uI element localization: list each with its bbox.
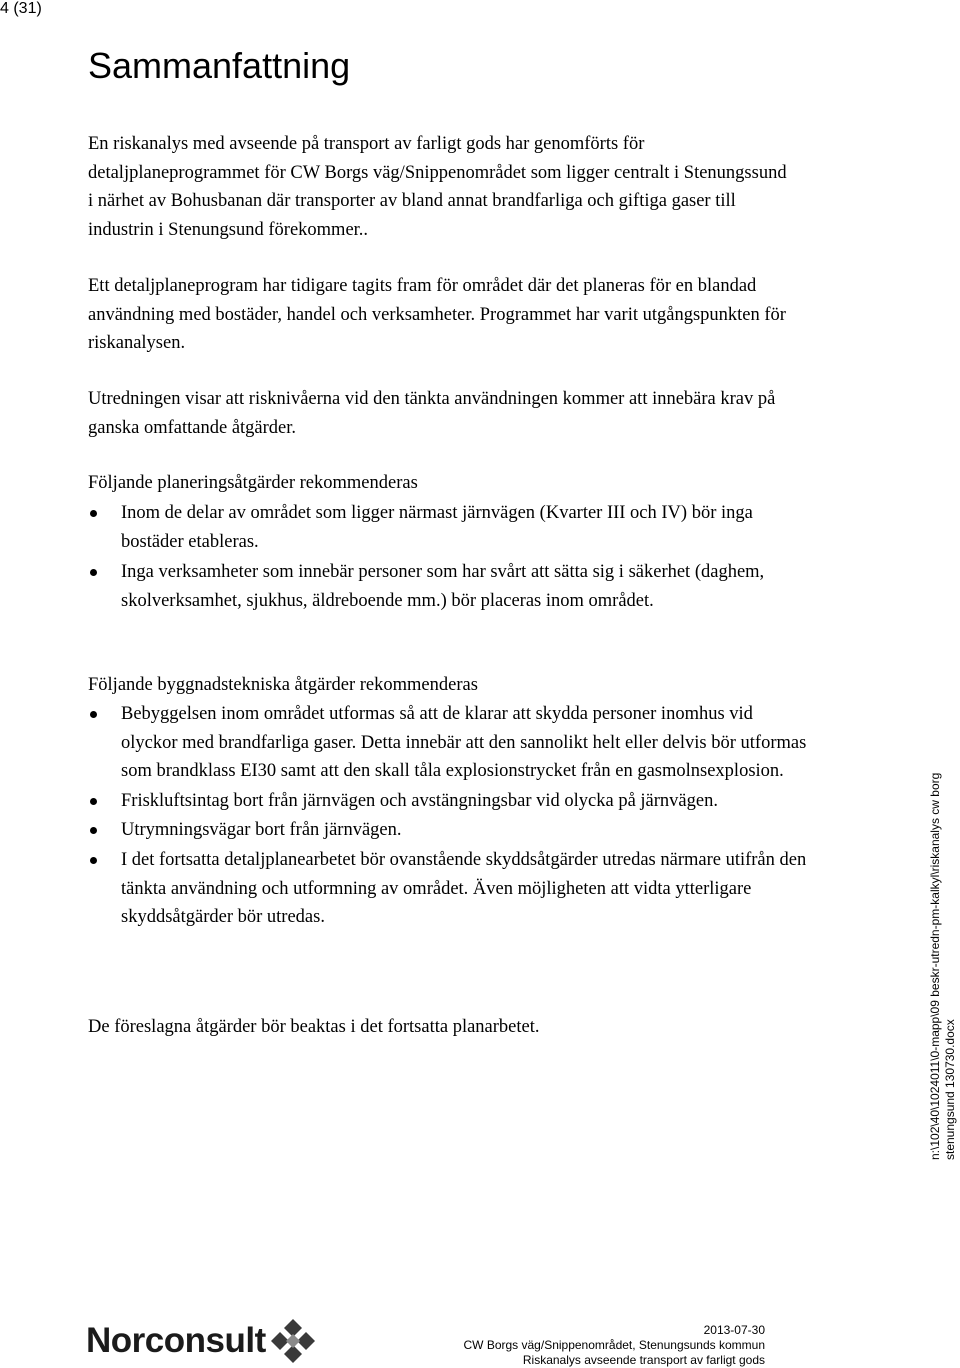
list-item: [88, 499, 808, 556]
bullet-icon: [90, 711, 97, 718]
planning-measures-list: [88, 499, 808, 615]
file-path-line: n:\102\40\1024011\0-mapp\09 beskr-utredn-pm-kalkyl\riskanalys cw borg: [928, 772, 942, 1160]
list-item-text: Inom de delar av området som ligger närmast järnvägen (Kvarter III och IV) bör inga bostäder etableras.: [121, 503, 753, 552]
closing-paragraph: De föreslagna åtgärder bör beaktas i det fortsatta planarbetet.: [88, 1017, 540, 1037]
file-path-line: stenungsund 130730.docx: [943, 1019, 957, 1160]
list-item-text: I det fortsatta detaljplanearbetet bör ovanstående skyddsåtgärder utredas närmare utifrån den tänkta användning och utformning av området. Även möjligheten att vidta ytterligare skyddsåtgärder bör utredas.: [121, 849, 807, 928]
footer-report-title: Riskanalys avseende transport av farligt gods: [522, 1353, 765, 1367]
logo-wordmark: Norconsult: [86, 1321, 266, 1360]
list-item: [88, 816, 808, 845]
bullet-icon: [90, 510, 97, 517]
planning-measures-heading: Följande planeringsåtgärder rekommenderas: [88, 473, 418, 493]
bullet-icon: [90, 798, 97, 805]
page-title: Sammanfattning: [88, 45, 351, 86]
footer-info: [460, 1323, 765, 1368]
page-number: 4 (31): [0, 0, 42, 17]
file-path-margin-note: [928, 773, 958, 1160]
list-item-text: Inga verksamheter som innebär personer som har svårt att sätta sig i säkerhet (daghem, skolverksamhet, sjukhus, äldreboende mm.) bör placeras inom området.: [121, 562, 765, 611]
list-item-text: Bebyggelsen inom området utformas så att de klarar att skydda personer inomhus vid olyckor med brandfarliga gaser. Detta innebär att den sannolikt helt eller delvis bör utformas som brandklass EI30 samt att den skall tåla explosionstrycket från en gasmolnsexplosion.: [121, 704, 807, 782]
list-item: [88, 700, 808, 786]
footer-project: CW Borgs väg/Snippenområdet, Stenungsunds kommun: [463, 1338, 765, 1352]
list-item-text: Friskluftsintag bort från järnvägen och avstängningsbar vid olycka på järnvägen.: [121, 790, 718, 811]
bullet-icon: [90, 827, 97, 834]
footer-date: 2013-07-30: [703, 1323, 765, 1337]
building-measures-list: [88, 700, 808, 932]
conclusion-paragraph: Utredningen visar att risknivåerna vid den tänkta användningen kommer att innebära krav på ganska omfattande åtgärder.: [88, 389, 776, 438]
list-item: [88, 787, 808, 816]
background-paragraph: Ett detaljplaneprogram har tidigare tagits fram för området där det planeras för en blandad användning med bostäder, handel och verksamheter. Programmet har varit utgångspunkten för riskanalysen.: [88, 276, 786, 354]
list-item: [88, 846, 808, 932]
list-item: [88, 558, 808, 615]
norconsult-diamond-icon: [270, 1318, 316, 1364]
building-measures-heading: Följande byggnadstekniska åtgärder rekommenderas: [88, 675, 478, 695]
intro-paragraph: En riskanalys med avseende på transport av farligt gods har genomförts för detaljplaneprogrammet för CW Borgs väg/Snippenområdet som ligger centralt i Stenungssund i närhet av Bohusbanan där transporter av bland annat brandfarliga och giftiga gaser till industrin i Stenungsund förekommer..: [88, 134, 787, 240]
list-item-text: Utrymningsvägar bort från järnvägen.: [121, 820, 402, 841]
bullet-icon: [90, 857, 97, 864]
bullet-icon: [90, 569, 97, 576]
company-logo: [86, 1318, 316, 1364]
